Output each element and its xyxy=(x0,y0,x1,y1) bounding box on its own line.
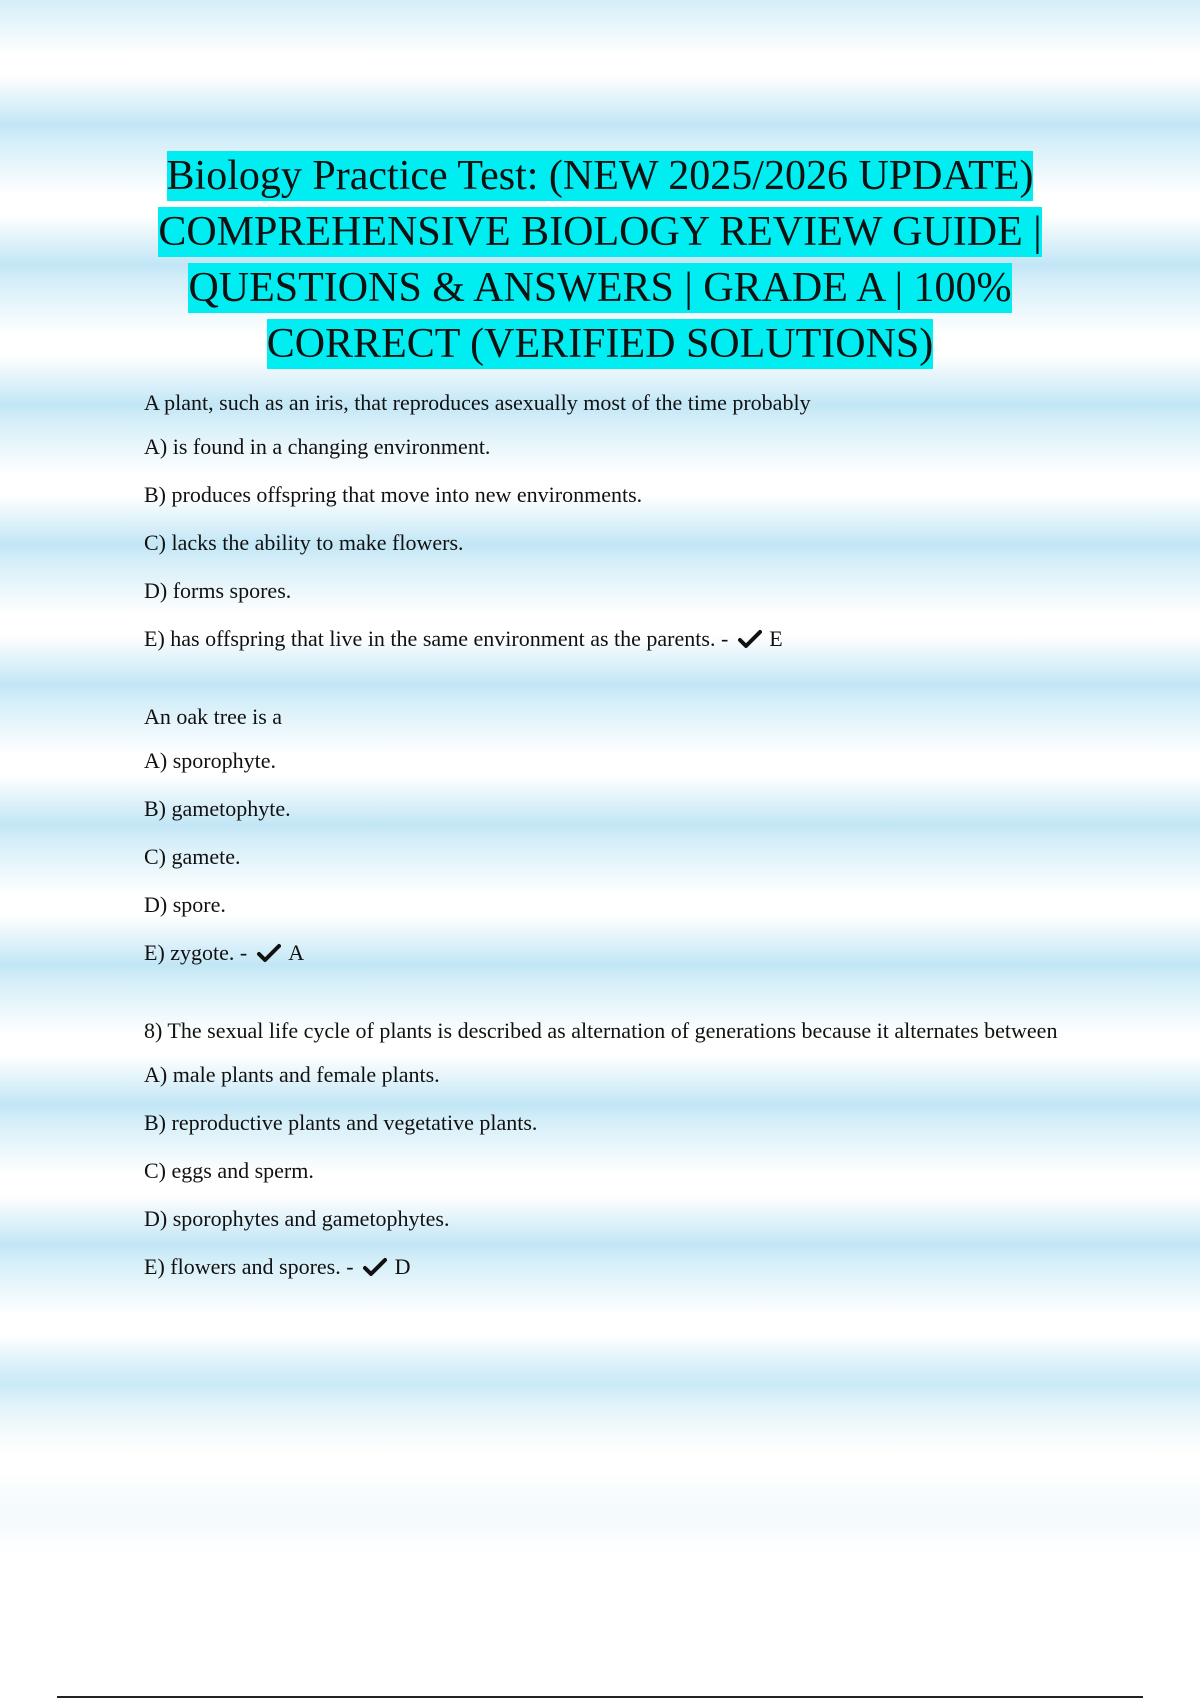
answer-letter: E xyxy=(769,626,783,651)
option-b: B) gametophyte. xyxy=(144,796,291,821)
question-1 xyxy=(144,388,1084,654)
option-e-with-answer xyxy=(144,1252,1084,1282)
option-c: C) lacks the ability to make flowers. xyxy=(144,530,464,555)
footer-divider xyxy=(57,1696,1143,1698)
option-c: C) eggs and sperm. xyxy=(144,1158,314,1183)
option-d: D) forms spores. xyxy=(144,578,292,603)
option-e: E) has offspring that live in the same environment as the parents. - xyxy=(144,626,729,651)
option-d: D) sporophytes and gametophytes. xyxy=(144,1206,450,1231)
option-e-with-answer xyxy=(144,938,1084,968)
option-d: D) spore. xyxy=(144,892,226,917)
option-e: E) flowers and spores. - xyxy=(144,1254,354,1279)
checkmark-icon xyxy=(257,943,281,963)
option-a: A) is found in a changing environment. xyxy=(144,434,491,459)
question-text: An oak tree is a xyxy=(144,704,283,729)
option-c: C) gamete. xyxy=(144,844,241,869)
option-a: A) sporophyte. xyxy=(144,748,276,773)
option-b: B) reproductive plants and vegetative plants. xyxy=(144,1110,538,1135)
option-a: A) male plants and female plants. xyxy=(144,1062,440,1087)
checkmark-icon xyxy=(363,1257,387,1277)
question-2 xyxy=(144,702,1084,968)
checkmark-icon xyxy=(738,629,762,649)
option-b: B) produces offspring that move into new environments. xyxy=(144,482,643,507)
answer-letter: A xyxy=(288,940,305,965)
question-3 xyxy=(144,1016,1084,1282)
option-e: E) zygote. - xyxy=(144,940,248,965)
answer-letter: D xyxy=(394,1254,411,1279)
question-text: 8) The sexual life cycle of plants is described as alternation of generations because it alternates between xyxy=(144,1018,1058,1043)
question-list xyxy=(144,388,1084,1330)
question-text: A plant, such as an iris, that reproduces asexually most of the time probably xyxy=(144,390,811,415)
document-title: Biology Practice Test: (NEW 2025/2026 UPDATE) COMPREHENSIVE BIOLOGY REVIEW GUIDE | QUESTIONS & ANSWERS | GRADE A | 100% CORRECT (VERIFIED SOLUTIONS) xyxy=(158,153,1042,367)
option-e-with-answer xyxy=(144,624,1084,654)
